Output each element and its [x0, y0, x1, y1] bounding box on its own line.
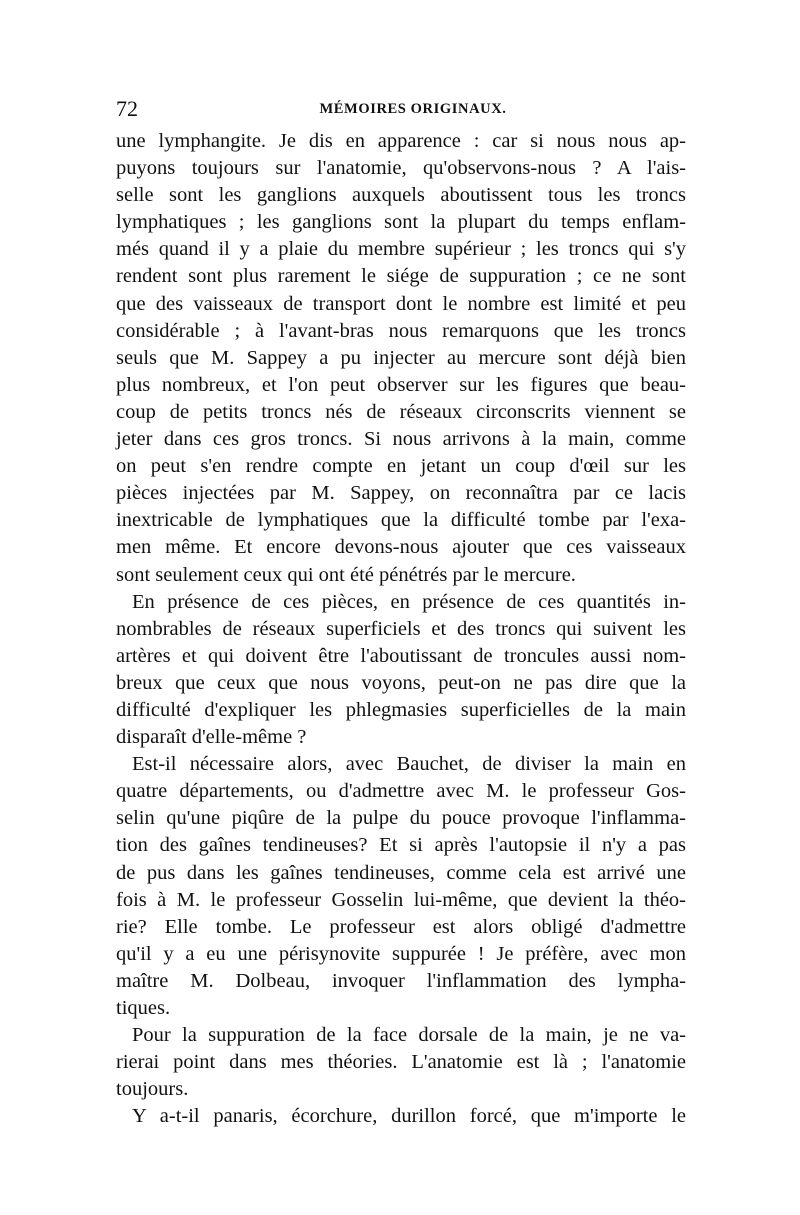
text-line: rierai point dans mes théories. L'anatomie est là ; l'anatomie — [116, 1051, 686, 1074]
running-head — [116, 94, 686, 124]
text-line: quatre départements, ou d'admettre avec M. le professeur Gos- — [116, 780, 686, 803]
text-line: pièces injectées par M. Sappey, on reconnaîtra par ce lacis — [116, 482, 686, 505]
text-line: més quand il y a plaie du membre supérieur ; les troncs qui s'y — [116, 238, 686, 261]
text-line: seuls que M. Sappey a pu injecter au mercure sont déjà bien — [116, 346, 686, 369]
paragraph — [116, 1103, 686, 1130]
text-line: men même. Et encore devons-nous ajouter que ces vaisseaux — [116, 536, 686, 559]
text-line: qu'il y a eu une périsynovite suppurée ! Je préfère, avec mon — [116, 942, 686, 965]
text-line: considérable ; à l'avant-bras nous remarquons que les troncs — [116, 319, 686, 342]
text-line: rie? Elle tombe. Le professeur est alors obligé d'admettre — [116, 915, 686, 938]
text-line: breux que ceux que nous voyons, peut-on ne pas dire que la — [116, 671, 686, 694]
paragraph — [116, 128, 686, 589]
text-line: on peut s'en rendre compte en jetant un coup d'œil sur les — [116, 455, 686, 478]
page-number: 72 — [116, 96, 138, 121]
text-line: maître M. Dolbeau, invoquer l'inflammation des lympha- — [116, 969, 686, 992]
text-line: inextricable de lymphatiques que la difficulté tombe par l'exa- — [116, 509, 686, 532]
text-line: rendent sont plus rarement le siége de suppuration ; ce ne sont — [116, 265, 686, 288]
paragraph — [116, 1022, 686, 1103]
text-line: jeter dans ces gros troncs. Si nous arrivons à la main, comme — [116, 428, 686, 451]
text-line: coup de petits troncs nés de réseaux circonscrits viennent se — [116, 400, 686, 423]
paragraph — [116, 589, 686, 752]
text-line: fois à M. le professeur Gosselin lui-même, que devient la théo- — [116, 888, 686, 911]
text-line: puyons toujours sur l'anatomie, qu'observons-nous ? A l'ais- — [116, 157, 686, 180]
text-line: lymphatiques ; les ganglions sont la plupart du temps enflam- — [116, 211, 686, 234]
text-line: tiques. — [116, 997, 171, 1019]
text-line: artères et qui doivent être l'aboutissant de troncules aussi nom- — [116, 644, 686, 667]
text-line: nombrables de réseaux superficiels et des troncs qui suivent les — [116, 617, 686, 640]
text-line: disparaît d'elle-même ? — [116, 726, 307, 749]
running-title: MÉMOIRES ORIGINAUX. — [319, 101, 507, 117]
paragraph — [116, 751, 686, 1022]
text-line: toujours. — [116, 1078, 189, 1101]
text-line: Y a-t-il panaris, écorchure, durillon forcé, que m'importe le — [132, 1105, 686, 1128]
text-line: selle sont les ganglions auxquels aboutissent tous les troncs — [116, 184, 686, 207]
text-line: difficulté d'expliquer les phlegmasies superficielles de la main — [116, 698, 686, 721]
text-line: une lymphangite. Je dis en apparence : car si nous nous ap- — [116, 130, 686, 152]
text-line: selin qu'une piqûre de la pulpe du pouce provoque l'inflamma- — [116, 807, 686, 830]
text-line: Est-il nécessaire alors, avec Bauchet, de diviser la main en — [132, 753, 686, 776]
text-line: En présence de ces pièces, en présence de ces quantités in- — [132, 590, 686, 613]
text-line: que des vaisseaux de transport dont le nombre est limité et peu — [116, 292, 686, 315]
body-text — [116, 128, 686, 1130]
text-line: Pour la suppuration de la face dorsale de la main, je ne va- — [132, 1024, 686, 1047]
text-line: de pus dans les gaînes tendineuses, comme cela est arrivé une — [116, 861, 686, 884]
text-line: plus nombreux, et l'on peut observer sur les figures que beau- — [116, 373, 686, 396]
text-line: sont seulement ceux qui ont été pénétrés par le mercure. — [116, 563, 576, 586]
text-line: tion des gaînes tendineuses? Et si après l'autopsie il n'y a pas — [116, 834, 686, 857]
